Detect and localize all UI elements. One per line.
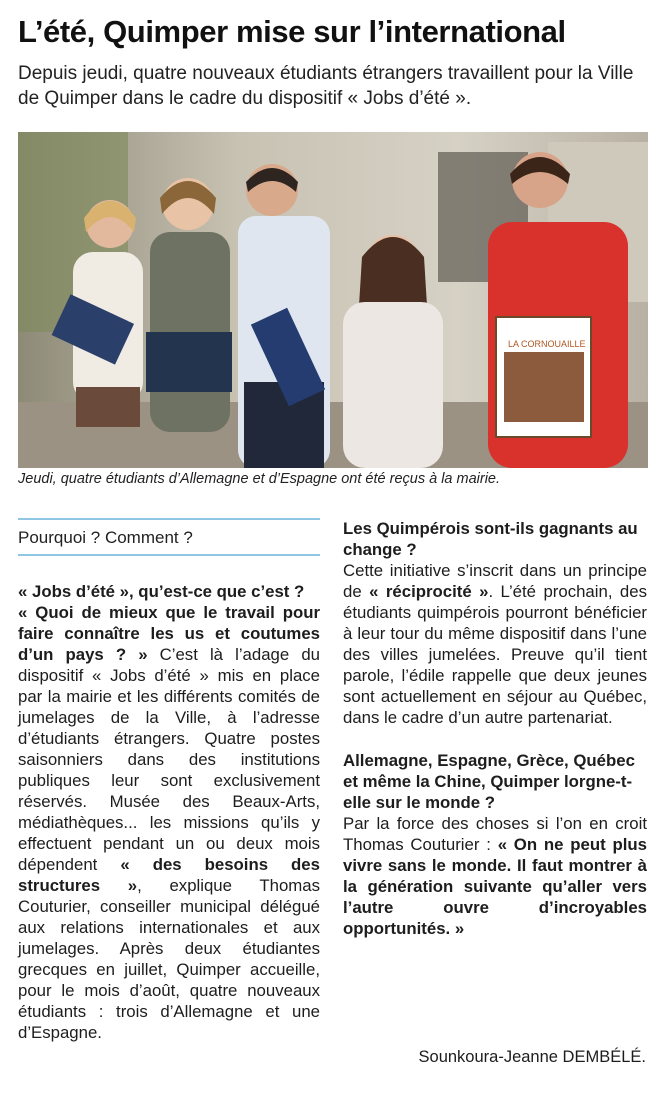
question-3: Allemagne, Espagne, Grèce, Québec et même la Chine, Quimper lorgne-t-elle sur le monde ? [343,751,635,812]
byline-surname: DEMBÉLÉ. [562,1048,646,1066]
left-column [18,518,320,1043]
rubric: Pourquoi ? Comment ? [18,528,193,547]
answer-3-text: Par la force des choses si l’on en croit Thomas Couturier : [343,814,647,854]
article-photo [18,132,648,468]
answer-2-quote: « réciprocité » [369,582,489,601]
photo-caption: Jeudi, quatre étudiants d’Allemagne et d’Espagne ont été reçus à la mairie. [18,471,501,487]
right-column [343,518,647,939]
byline [419,1048,646,1067]
standfirst: Depuis jeudi, quatre nouveaux étudiants étrangers travaillent pour la Ville de Quimper dans le cadre du dispositif « Jobs d’été ». [18,63,634,109]
headline: L’été, Quimper mise sur l’international [18,14,566,49]
answer-1 [18,602,320,1043]
question-1: « Jobs d’été », qu’est-ce que c’est ? [18,582,305,601]
question-2: Les Quimpérois sont-ils gagnants au change ? [343,519,638,559]
answer-2-text-2: . L’été prochain, des étudiants quimpérois pourront bénéficier à leur tour du même dispositif dans l’une des villes jumelées. Preuve qu’il tient parole, l’édile rappelle que deux jeunes sont actuellement en séjour au Québec, dans le cadre d’un autre partenariat. [343,582,647,727]
answer-1-quote: « Quoi de mieux que le travail pour faire connaître les us et coutumes d’un pays ? » [18,603,320,664]
answer-3-quote: « On ne peut plus vivre sans le monde. Il faut montrer à la génération suivante qu’aller vers l’autre ouvre d’incroyables opportunités. » [343,835,647,938]
answer-2 [343,560,647,728]
answer-3 [343,813,647,939]
answer-1-quote-2: « des besoins des structures » [18,855,320,895]
answer-2-text: Cette initiative s’inscrit dans un principe de [343,561,647,601]
answer-1-text: C’est là l’adage du dispositif « Jobs d’été » mis en place par la mairie et les différents comités de jumelages de la Ville, à l’adresse d’étudiants étrangers. Quatre postes saisonniers dans des institutions publiques leur sont exclusivement réservés. Musée des Beaux-Arts, médiathèques... les missions qu’ils y effectuent pendant un ou deux mois dépendent [18,645,320,874]
answer-1-text-2: , explique Thomas Couturier, conseiller municipal délégué aux relations internationales et aux jumelages. Après deux étudiantes grecques en juillet, Quimper accueille, pour le mois d’août, quatre nouveaux étudiants : trois d’Allemagne et une d’Espagne. [18,876,320,1042]
book-title: LA CORNOUAILLE [508,339,586,349]
byline-name: Sounkoura-Jeanne [418,1048,563,1066]
